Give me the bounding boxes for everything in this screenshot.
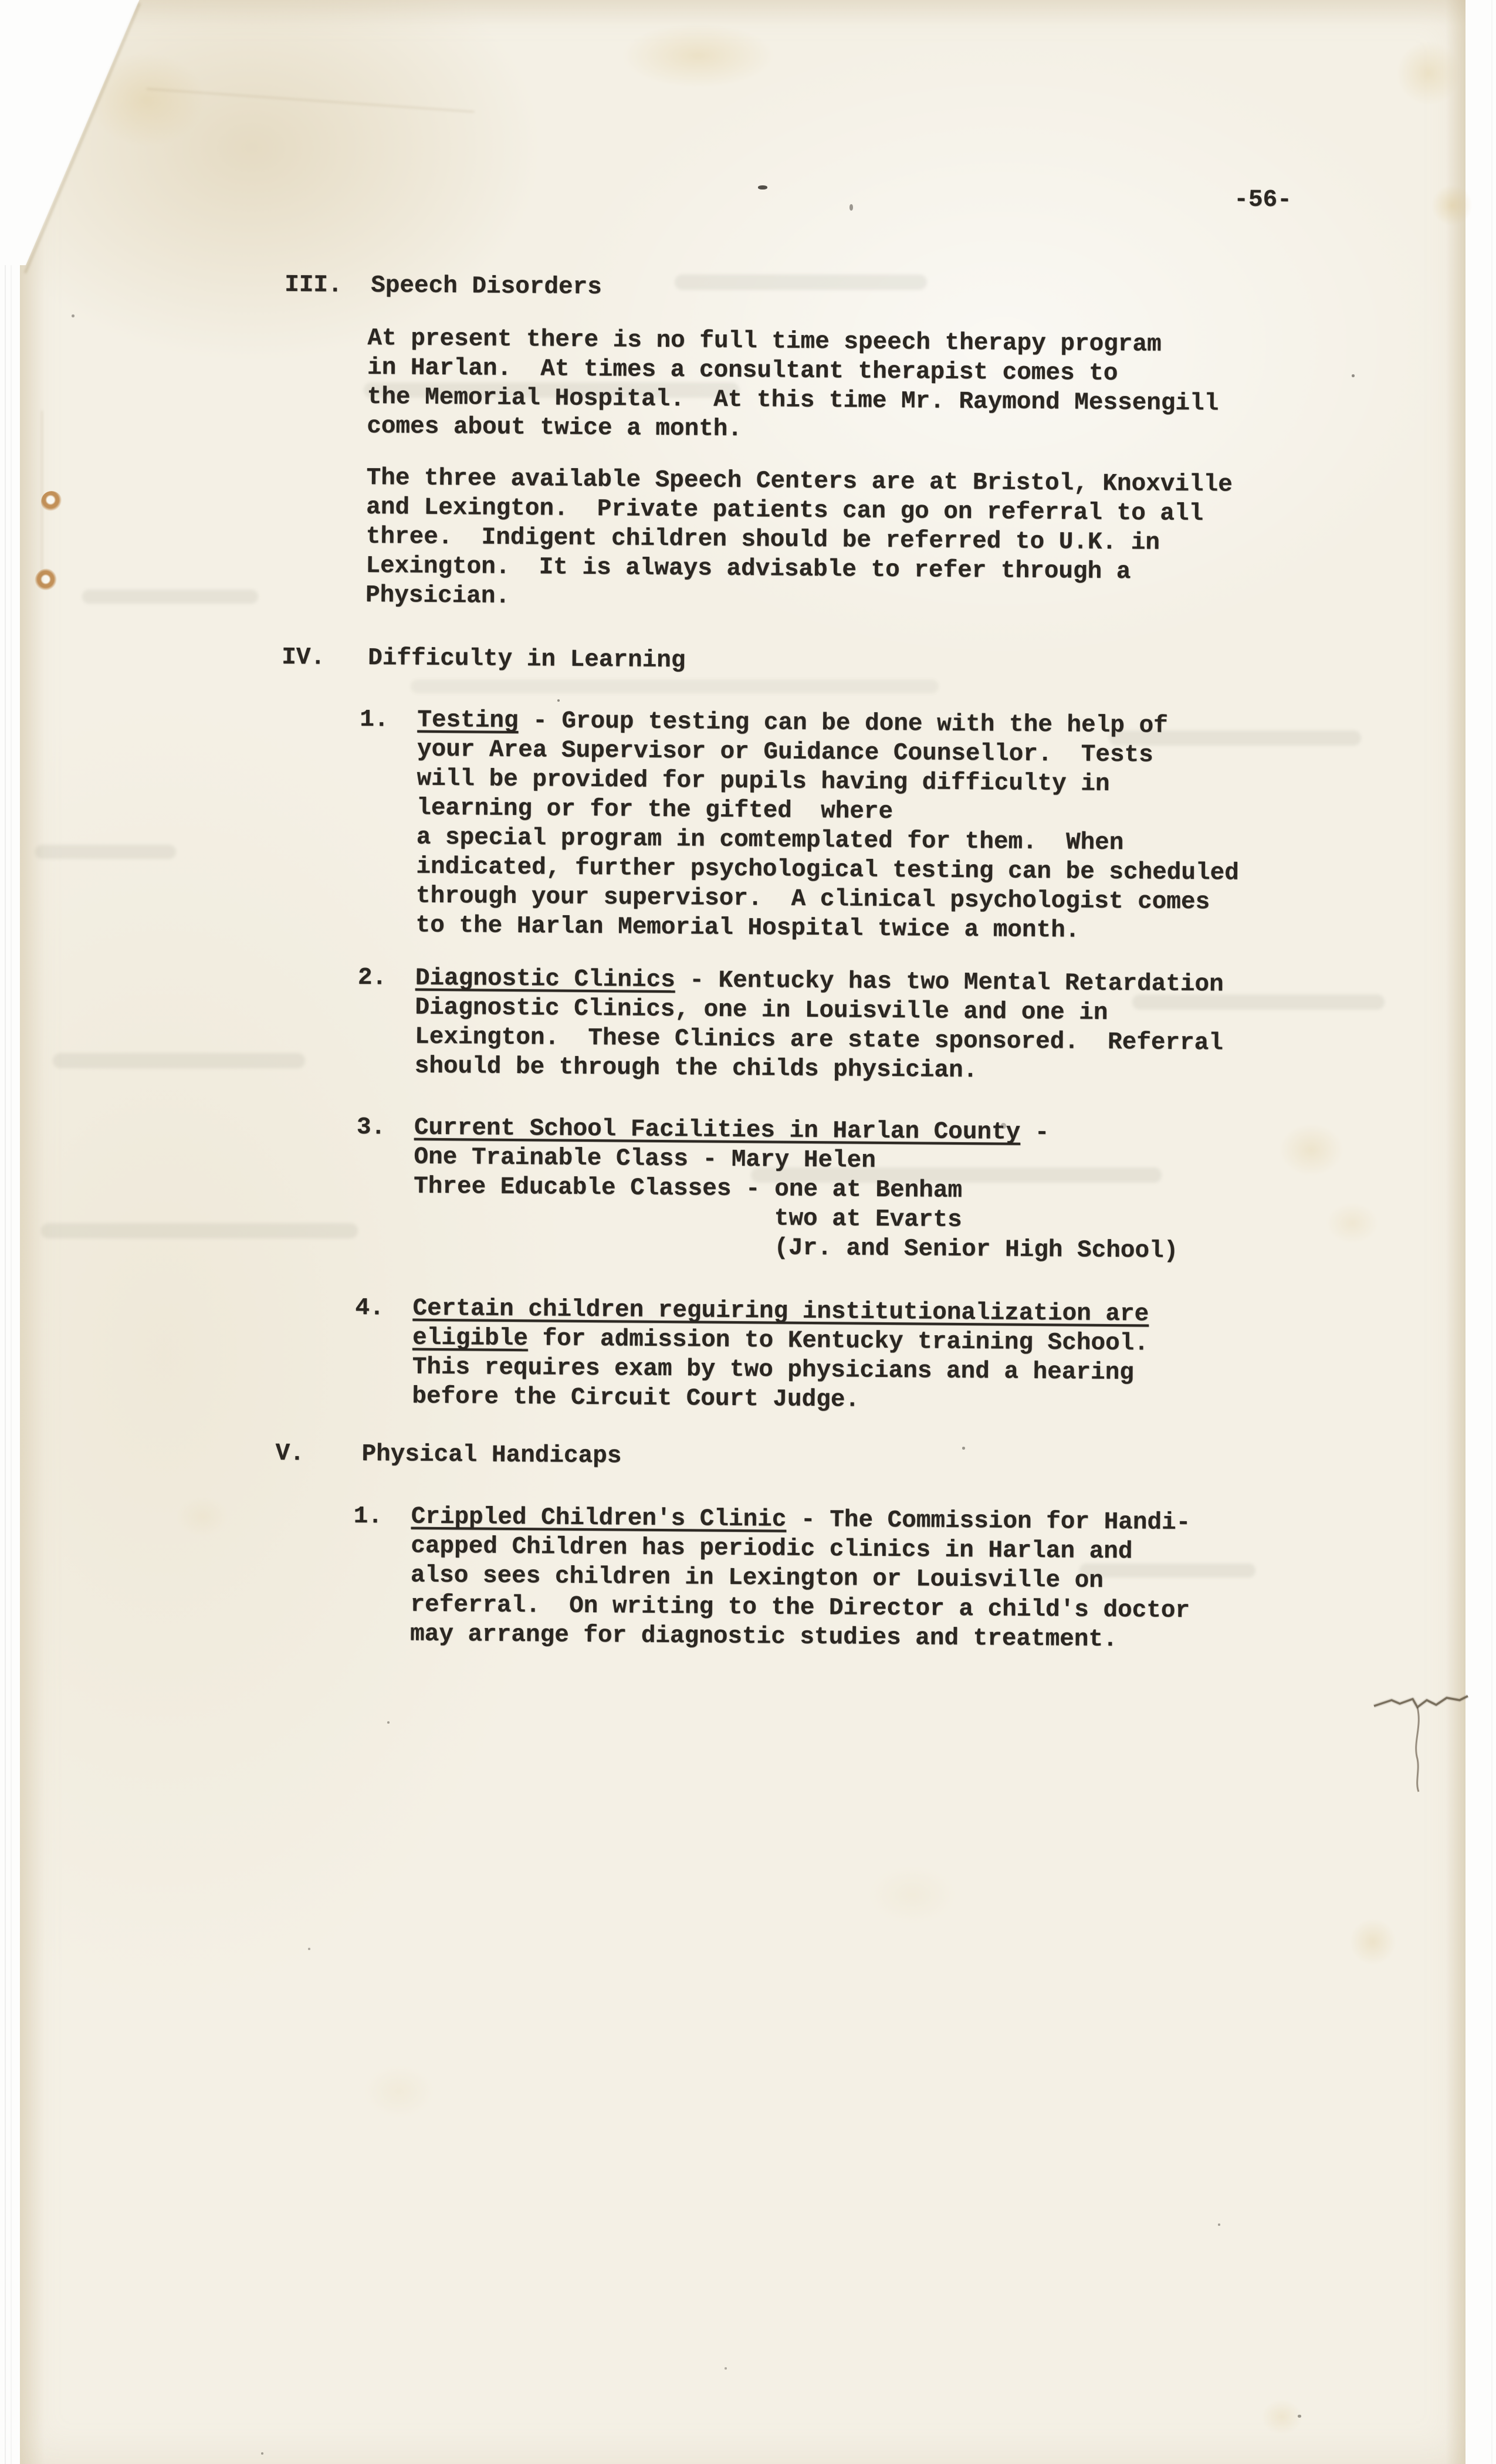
text-segment: your Area Supervisor or Guidance Counsellor. Tests (417, 736, 1153, 769)
section-heading (275, 1439, 621, 1471)
text-segment: three. Indigent children should be referred to U.K. in (365, 523, 1160, 557)
text-line (410, 1620, 1190, 1655)
text-segment: two at Evarts (413, 1202, 962, 1234)
text-segment: Diagnostic Clinics, one in Louisville and one in (415, 994, 1108, 1027)
section-title: Physical Handicaps (361, 1440, 622, 1470)
text-segment: may arrange for diagnostic studies and treatment. (409, 1620, 1118, 1654)
text-segment: indicated, further psychological testing can be scheduled (416, 853, 1239, 887)
text-segment: Lexington. It is always advisable to refer through a (365, 552, 1131, 586)
text-segment: This requires exam by two physicians and a hearing (412, 1353, 1135, 1387)
text-line (413, 1231, 1178, 1266)
text-line (412, 1382, 1148, 1417)
section-title: Difficulty in Learning (368, 645, 686, 675)
paragraph (365, 463, 1233, 617)
underlined-text: Certain children reguiring institutionalization are (412, 1295, 1149, 1328)
text-segment: will be provided for pupils having difficulty in (417, 765, 1110, 798)
section-numeral: IV. (282, 644, 326, 672)
text-segment: in Harlan. At times a consultant therapist comes to (367, 354, 1118, 388)
list-item (353, 1502, 1191, 1655)
underlined-text: eligible (412, 1324, 529, 1353)
item-number: 2. (357, 964, 387, 992)
text-segment: for admission to Kentucky training School. (527, 1325, 1149, 1358)
text-segment: Three Educable Classes - one at Benham (413, 1173, 963, 1204)
text-segment: At present there is no full time speech therapy program (367, 324, 1162, 358)
text-segment: to the Harlan Memorial Hospital twice a month. (415, 912, 1080, 945)
text-segment: One Trainable Class - Mary Helen (414, 1143, 876, 1175)
item-number: 1. (360, 706, 389, 734)
list-item (358, 705, 1240, 947)
list-item (354, 1294, 1149, 1417)
underlined-text: Diagnostic Clinics (415, 964, 675, 994)
item-number: 3. (356, 1113, 386, 1142)
page-number: -56- (1234, 186, 1292, 214)
text-segment: through your supervisor. A clinical psychologist comes (415, 882, 1210, 916)
paragraph (367, 324, 1219, 448)
underlined-text: Testing (417, 706, 519, 735)
text-segment: Physician. (365, 581, 510, 610)
section-title: Speech Disorders (370, 272, 603, 302)
item-number: 4. (355, 1294, 384, 1322)
text-segment: - Kentucky has two Mental Retardation (675, 967, 1224, 999)
text-segment: and Lexington. Private patients can go on referral to all (366, 493, 1204, 528)
text-segment: a special program in comtemplated for them. When (416, 824, 1124, 857)
text-segment: (Jr. and Senior High School) (413, 1231, 1179, 1265)
text-segment: before the Circuit Court Judge. (412, 1383, 860, 1414)
underlined-text: Current School Facilities in Harlan County (414, 1114, 1021, 1146)
section-numeral: III. (284, 271, 343, 299)
text-segment: also sees children in Lexington or Louisville on (410, 1562, 1104, 1595)
section-heading (282, 643, 686, 675)
text-segment: capped Children has periodic clinics in Harlan and (411, 1532, 1133, 1566)
text-segment: Lexington. These Clinics are state sponsored. Referral (414, 1023, 1224, 1057)
text-segment: - The Commission for Handi- (786, 1506, 1191, 1537)
item-number: 1. (353, 1502, 383, 1531)
list-item (357, 963, 1224, 1088)
text-segment: - Group testing can be done with the help of (518, 708, 1168, 740)
underlined-text: Crippled Children's Clinic (411, 1503, 787, 1534)
section-heading (285, 270, 602, 302)
text-segment: comes about twice a month. (367, 412, 743, 444)
text-segment: - (1020, 1119, 1064, 1147)
list-item (356, 1113, 1179, 1266)
text-segment: The three available Speech Centers are at Bristol, Knoxville (366, 464, 1233, 499)
text-segment: referral. On writing to the Director a child's doctor (410, 1591, 1190, 1625)
text-segment: should be through the childs physician. (414, 1052, 978, 1085)
text-segment: learning or for the gifted where (416, 794, 893, 826)
text-segment: the Memorial Hospital. At this time Mr. Raymond Messengill (367, 383, 1219, 418)
section-numeral: V. (275, 1440, 304, 1468)
